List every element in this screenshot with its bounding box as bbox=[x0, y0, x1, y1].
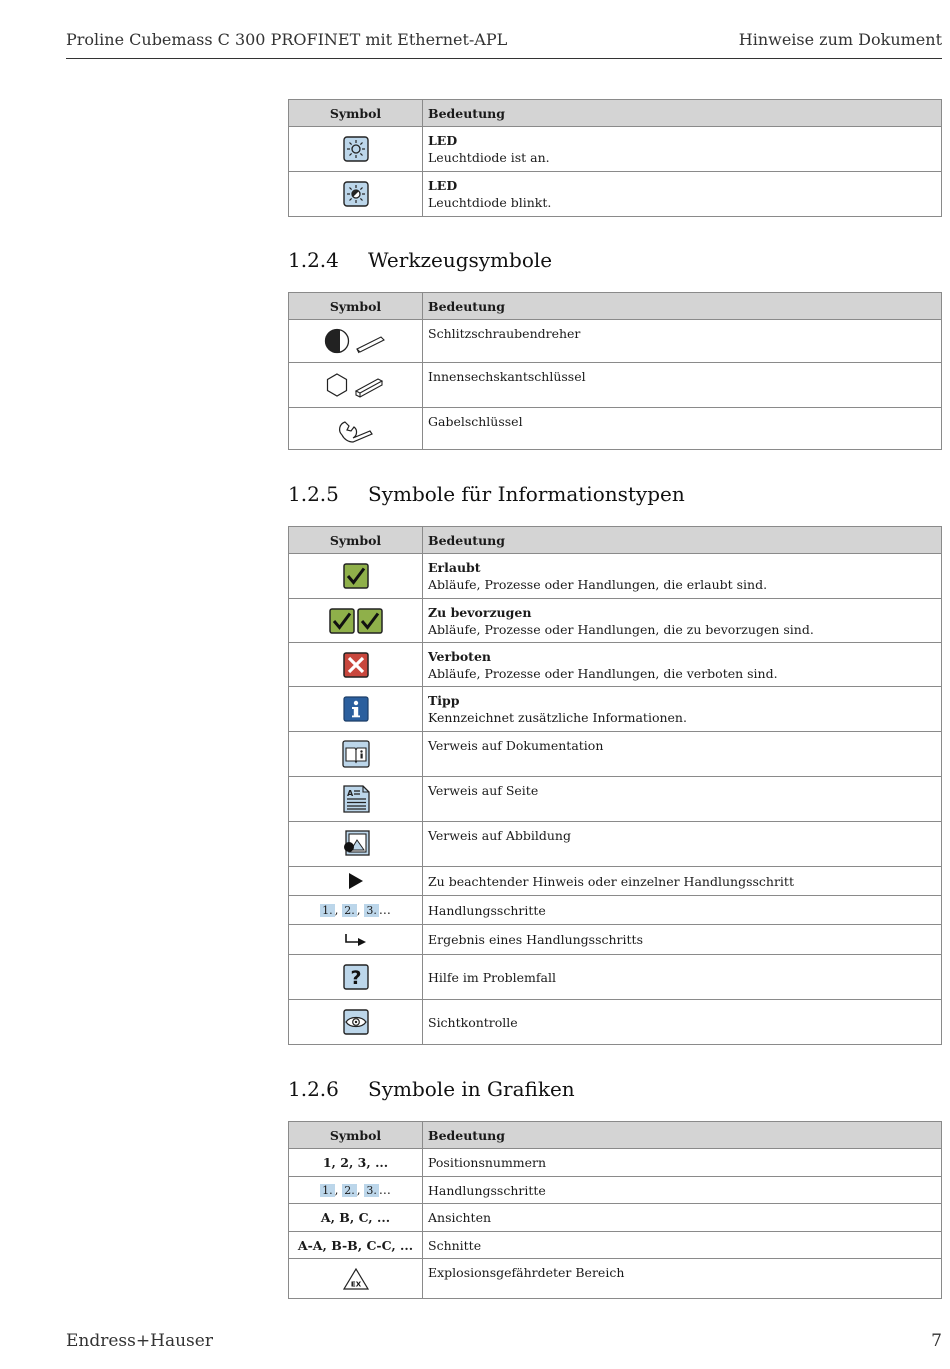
doc-reference-icon bbox=[342, 740, 370, 768]
row-text: Leuchtdiode ist an. bbox=[428, 150, 550, 165]
section-title: Hinweise zum Dokument bbox=[738, 30, 942, 49]
table-row bbox=[289, 687, 942, 732]
section-number: 1.2.5 bbox=[288, 482, 339, 506]
row-text: Leuchtdiode blinkt. bbox=[428, 195, 552, 210]
separator: , bbox=[334, 903, 343, 917]
table-row bbox=[289, 1204, 942, 1232]
ellipsis: … bbox=[378, 1183, 391, 1197]
row-title: Tipp bbox=[428, 693, 460, 708]
position-numbers-symbol: 1, 2, 3, ... bbox=[289, 1149, 423, 1177]
table-row bbox=[289, 732, 942, 777]
symbol-column-header: Symbol bbox=[289, 293, 423, 320]
row-text: Handlungsschritte bbox=[423, 1177, 942, 1204]
led-blink-icon bbox=[343, 181, 369, 207]
table-row bbox=[289, 127, 942, 172]
play-triangle-icon bbox=[348, 872, 364, 890]
table-row bbox=[289, 1259, 942, 1299]
row-title: Erlaubt bbox=[428, 560, 481, 575]
row-text: Abläufe, Prozesse oder Handlungen, die zu bevorzugen sind. bbox=[428, 622, 814, 637]
step-number: 1. bbox=[322, 1184, 333, 1197]
meaning-column-header: Bedeutung bbox=[423, 293, 942, 320]
visual-inspection-eye-icon bbox=[343, 1009, 369, 1035]
row-text: Abläufe, Prozesse oder Handlungen, die erlaubt sind. bbox=[428, 577, 768, 592]
row-text: Gabelschlüssel bbox=[423, 408, 942, 450]
separator: , bbox=[356, 1183, 365, 1197]
row-text: Explosionsgefährdeter Bereich bbox=[423, 1259, 942, 1299]
sections-symbol: A-A, B-B, C-C, ... bbox=[289, 1232, 423, 1259]
svg-text:A: A bbox=[346, 789, 353, 798]
ex-label: EX bbox=[350, 1280, 361, 1288]
step-number: 2. bbox=[344, 904, 355, 917]
symbol-column-header: Symbol bbox=[289, 100, 423, 127]
table-row bbox=[289, 896, 942, 925]
table-row bbox=[289, 1177, 942, 1204]
separator: , bbox=[356, 903, 365, 917]
allen-key-icon bbox=[324, 371, 388, 399]
page-reference-icon bbox=[342, 785, 370, 813]
step-number: 3. bbox=[366, 1184, 377, 1197]
row-text: Hilfe im Problemfall bbox=[423, 955, 942, 1000]
row-text: Ansichten bbox=[423, 1204, 942, 1232]
row-text: Schlitzschraubendreher bbox=[423, 320, 942, 363]
row-text: Handlungsschritte bbox=[423, 896, 942, 925]
section-title: Symbole für Informationstypen bbox=[368, 482, 685, 506]
preferred-double-check-icon bbox=[329, 608, 383, 634]
row-text: Kennzeichnet zusätzliche Informationen. bbox=[428, 710, 687, 725]
step-number: 2. bbox=[344, 1184, 355, 1197]
section-title: Symbole in Grafiken bbox=[368, 1077, 575, 1101]
row-text: Innensechskantschlüssel bbox=[423, 363, 942, 408]
meaning-column-header: Bedeutung bbox=[423, 527, 942, 554]
symbol-column-header: Symbol bbox=[289, 1122, 423, 1149]
meaning-column-header: Bedeutung bbox=[423, 1122, 942, 1149]
page-header bbox=[66, 30, 942, 59]
forbidden-x-icon bbox=[343, 652, 369, 678]
row-text: Schnitte bbox=[423, 1232, 942, 1259]
row-text: Zu beachtender Hinweis oder einzelner Handlungsschritt bbox=[423, 867, 942, 896]
graphic-symbol-table bbox=[288, 1121, 942, 1299]
views-symbol: A, B, C, ... bbox=[289, 1204, 423, 1232]
explosion-hazard-icon bbox=[343, 1268, 369, 1290]
table-row bbox=[289, 172, 942, 217]
ellipsis: … bbox=[378, 903, 391, 917]
table-row bbox=[289, 777, 942, 822]
section-number: 1.2.6 bbox=[288, 1077, 339, 1101]
table-row bbox=[289, 955, 942, 1000]
row-text: Sichtkontrolle bbox=[423, 1000, 942, 1045]
led-on-icon bbox=[343, 136, 369, 162]
section-heading-1-2-6 bbox=[288, 1077, 575, 1101]
step-number: 3. bbox=[366, 904, 377, 917]
table-row bbox=[289, 599, 942, 643]
result-arrow-icon bbox=[344, 933, 368, 947]
table-row bbox=[289, 1232, 942, 1259]
permitted-check-icon bbox=[343, 563, 369, 589]
svg-text:?: ? bbox=[349, 967, 362, 989]
table-row bbox=[289, 408, 942, 450]
table-row bbox=[289, 320, 942, 363]
row-title: Zu bevorzugen bbox=[428, 605, 532, 620]
help-question-icon bbox=[343, 964, 369, 990]
step-number: 1. bbox=[322, 904, 333, 917]
symbol-column-header: Symbol bbox=[289, 527, 423, 554]
step-numbers-symbol bbox=[289, 1177, 423, 1204]
separator: , bbox=[334, 1183, 343, 1197]
tip-info-icon bbox=[343, 696, 369, 722]
table-row bbox=[289, 822, 942, 867]
tool-symbol-table bbox=[288, 292, 942, 450]
row-text: Verweis auf Dokumentation bbox=[423, 732, 942, 777]
table-row bbox=[289, 643, 942, 687]
step-numbers-symbol bbox=[289, 896, 423, 925]
section-number: 1.2.4 bbox=[288, 248, 339, 272]
row-title: Verboten bbox=[428, 649, 491, 664]
table-row bbox=[289, 867, 942, 896]
led-symbol-table bbox=[288, 99, 942, 217]
open-end-wrench-icon bbox=[336, 415, 376, 443]
section-heading-1-2-4 bbox=[288, 248, 552, 272]
page-number: 7 bbox=[931, 1331, 942, 1351]
information-type-table bbox=[288, 526, 942, 1045]
table-row bbox=[289, 363, 942, 408]
table-row bbox=[289, 1000, 942, 1045]
row-text: Abläufe, Prozesse oder Handlungen, die verboten sind. bbox=[428, 666, 778, 681]
document-title: Proline Cubemass C 300 PROFINET mit Ethernet-APL bbox=[66, 30, 508, 49]
table-row bbox=[289, 925, 942, 955]
table-row bbox=[289, 554, 942, 599]
brand-footer: Endress+Hauser bbox=[66, 1331, 213, 1351]
row-text: Verweis auf Seite bbox=[423, 777, 942, 822]
row-text: Positionsnummern bbox=[423, 1149, 942, 1177]
graphic-reference-icon bbox=[342, 830, 370, 858]
table-row bbox=[289, 1149, 942, 1177]
row-title: LED bbox=[428, 178, 458, 193]
meaning-column-header: Bedeutung bbox=[423, 100, 942, 127]
section-title: Werkzeugsymbole bbox=[368, 248, 553, 272]
row-text: Verweis auf Abbildung bbox=[423, 822, 942, 867]
row-text: Ergebnis eines Handlungsschritts bbox=[423, 925, 942, 955]
section-heading-1-2-5 bbox=[288, 482, 685, 506]
slotted-screwdriver-icon bbox=[324, 327, 388, 355]
row-title: LED bbox=[428, 133, 458, 148]
